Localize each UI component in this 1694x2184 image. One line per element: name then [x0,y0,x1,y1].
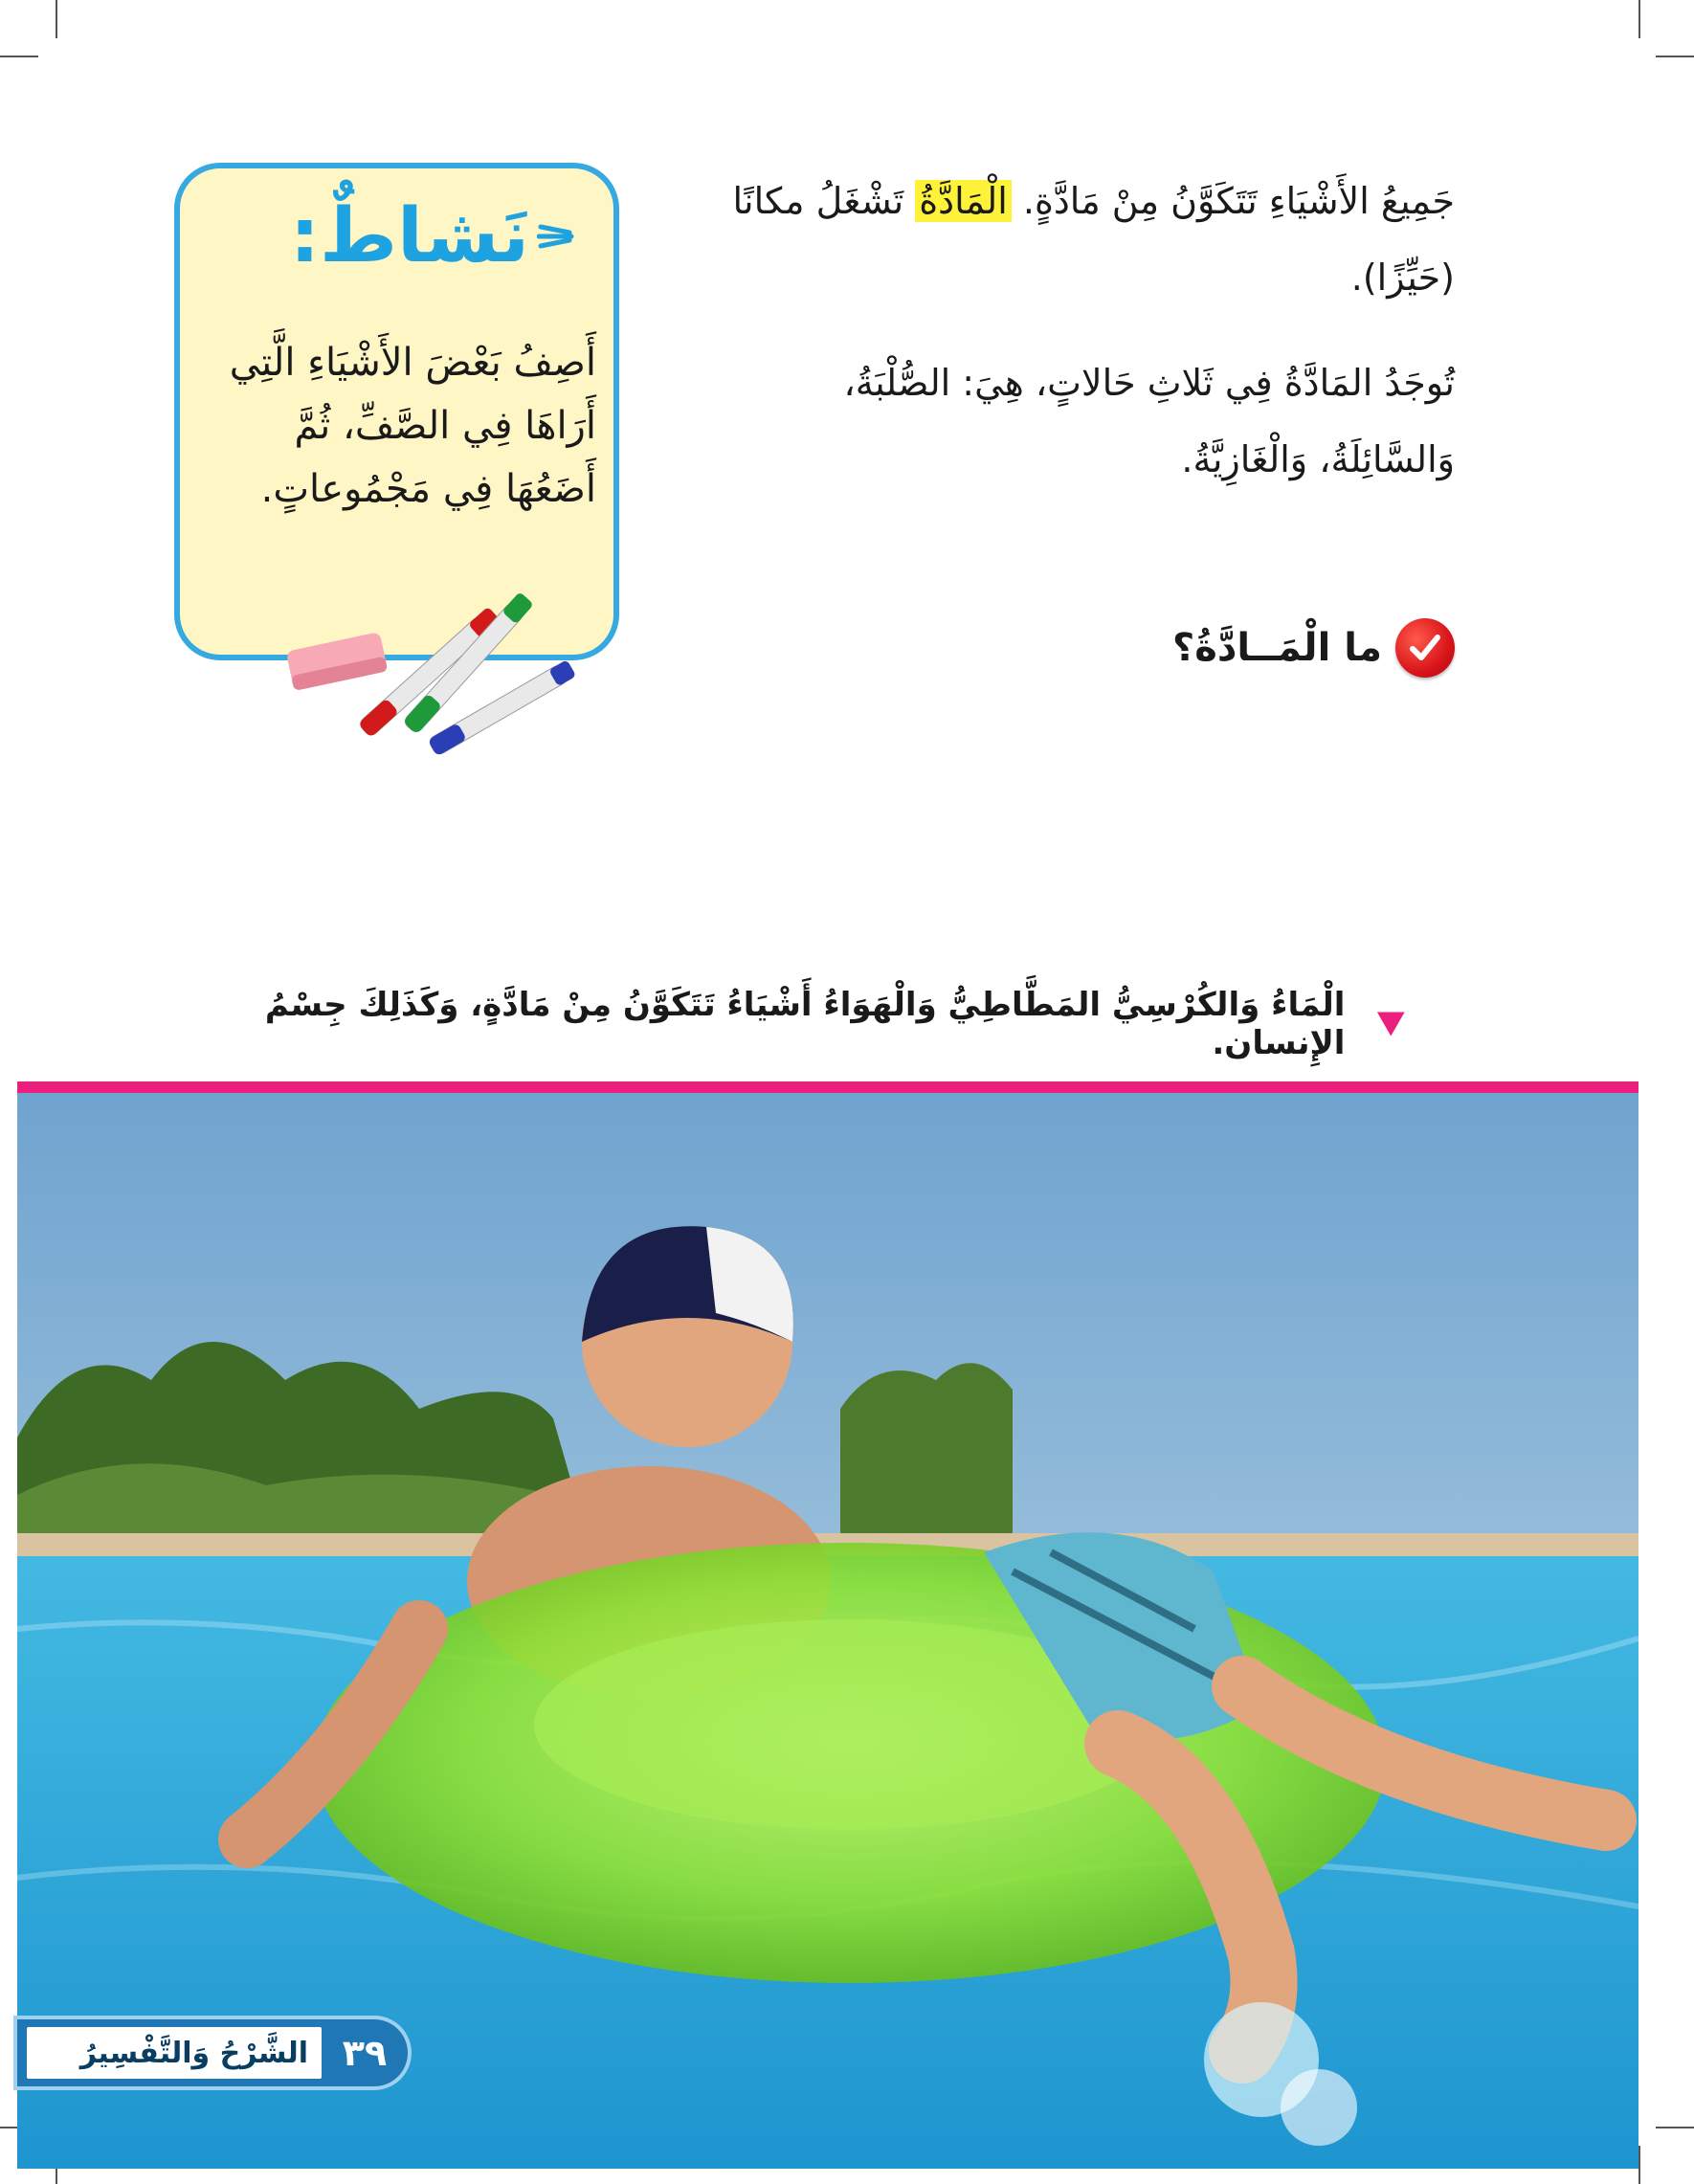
crop-mark [1638,0,1640,38]
caption-text: الْمَاءُ وَالكُرْسِيُّ المَطَّاطِيُّ وَالْهَوَاءُ أَشْيَاءُ تَتَكَوَّنُ مِنْ مَادَّةٍ، وَكَذَلِكَ جِسْمُ الإِنسان. [264,986,1346,1062]
photo-caption [172,986,1407,1062]
pool-photo [17,1093,1638,2169]
activity-title-text: نَشاطٌ: [289,193,529,279]
markers-illustration [278,574,584,766]
main-text-block [727,163,1455,526]
highlighted-term: الْمَادَّةُ [915,180,1012,222]
crop-mark [1638,2146,1640,2184]
crop-mark [56,0,57,38]
speed-lines-icon [537,217,575,256]
eraser-illustration [286,632,389,691]
activity-title [290,193,575,279]
crop-mark [1656,56,1694,57]
crop-mark [0,56,38,57]
activity-body: أَصِفُ بَعْضَ الأَشْيَاءِ الَّتِي أَرَاهَا فِي الصَّفِّ، ثُمَّ أَضَعُهَا فِي مَجْمُوعاتٍ. [229,341,596,511]
paragraph-definition-end: تَشْغَلُ مكانًا (حَيِّزًا). [732,180,1455,299]
page-tab [17,2019,408,2086]
paragraph-definition-start: جَمِيعُ الأَشْيَاءِ تَتَكَوَّنُ مِنْ مَادَّةٍ. [1011,180,1455,222]
question-text: ما الْمَــادَّةُ؟ [1172,626,1382,670]
pink-divider [17,1081,1638,1093]
paragraph-states: تُوجَدُ المَادَّةُ فِي ثَلاثِ حَالاتٍ، هِيَ: الصُّلْبَةُ، وَالسَّائِلَةُ، وَالْغَازِيَّةُ. [843,362,1455,480]
section-label: الشَّرْحُ وَالتَّفْسِيرُ [27,2027,322,2079]
crop-mark [1656,2127,1694,2128]
check-icon [1395,618,1455,678]
caption-triangle-icon [1375,1010,1407,1038]
page-number: ٣٩ [342,2032,388,2074]
review-question [1005,613,1455,683]
paragraph-definition [727,163,1455,316]
